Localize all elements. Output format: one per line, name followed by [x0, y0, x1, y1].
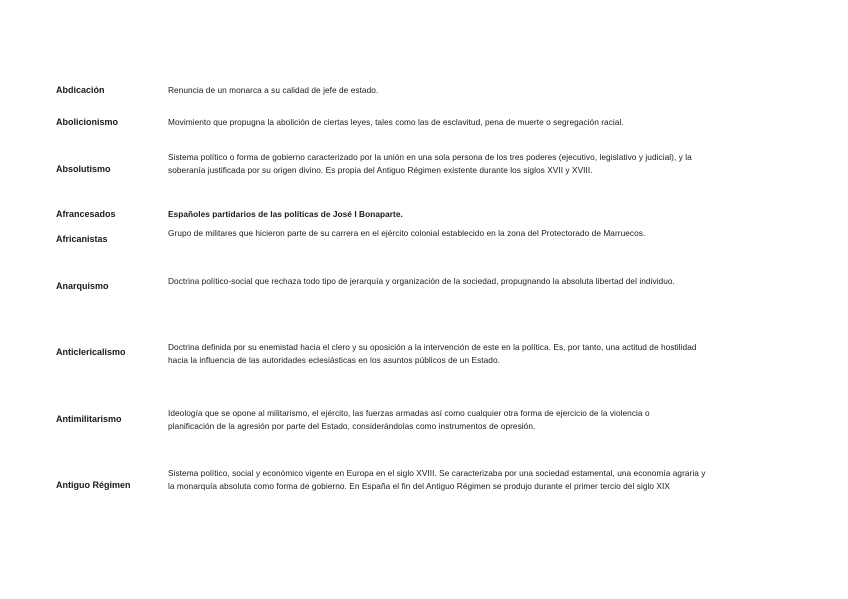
glossary-definition: Sistema político o forma de gobierno caracterizado por la unión en una sola persona de los tres poderes (ejecutivo, legislativo y judicial), y la soberanía justificada por su origen divino. Es propia del Antiguo Régimen existente durante los siglos XVII y XVIII. [168, 152, 692, 175]
glossary-term: Afrancesados [56, 209, 116, 219]
glossary-term: Antiguo Régimen [56, 480, 131, 490]
glossary-definition: Doctrina definida por su enemistad hacia el clero y su oposición a la intervención de este en la política. Es, por tanto, una actitud de hostilidad hacia la influencia de las autoridades eclesiásticas en los asuntos públicos de un Estado. [168, 342, 697, 365]
glossary-definition: Españoles partidarios de las políticas de José I Bonaparte. [168, 209, 403, 219]
glossary-term: Absolutismo [56, 164, 111, 174]
glossary-definition: Renuncia de un monarca a su calidad de jefe de estado. [168, 85, 379, 95]
glossary-definition: Movimiento que propugna la abolición de ciertas leyes, tales como las de esclavitud, pena de muerte o segregación racial. [168, 117, 624, 127]
glossary-definition: Ideología que se opone al militarismo, el ejército, las fuerzas armadas así como cualquier otra forma de ejercicio de la violencia o planificación de la agresión por parte del Estado, considerándolas como instrumentos de opresión. [168, 408, 650, 431]
glossary-term: Africanistas [56, 234, 108, 244]
glossary-definition: Sistema político, social y económico vigente en Europa en el siglo XVIII. Se caracterizaba por una sociedad estamental, una economía agraria y la monarquía absoluta como forma de gobierno. En España el fin del Antiguo Régimen se produjo durante el primer tercio del siglo XIX [168, 468, 706, 491]
glossary-term: Antimilitarismo [56, 414, 122, 424]
glossary-definition: Doctrina político-social que rechaza todo tipo de jerarquía y organización de la sociedad, propugnando la absoluta libertad del individuo. [168, 276, 675, 286]
glossary-term: Anticlericalismo [56, 347, 126, 357]
glossary-term: Abolicionismo [56, 117, 119, 127]
glossary-term: Anarquismo [56, 281, 109, 291]
glossary-term: Abdicación [56, 85, 105, 95]
glossary-definition: Grupo de militares que hicieron parte de su carrera en el ejército colonial establecido en la zona del Protectorado de Marruecos. [168, 228, 646, 238]
